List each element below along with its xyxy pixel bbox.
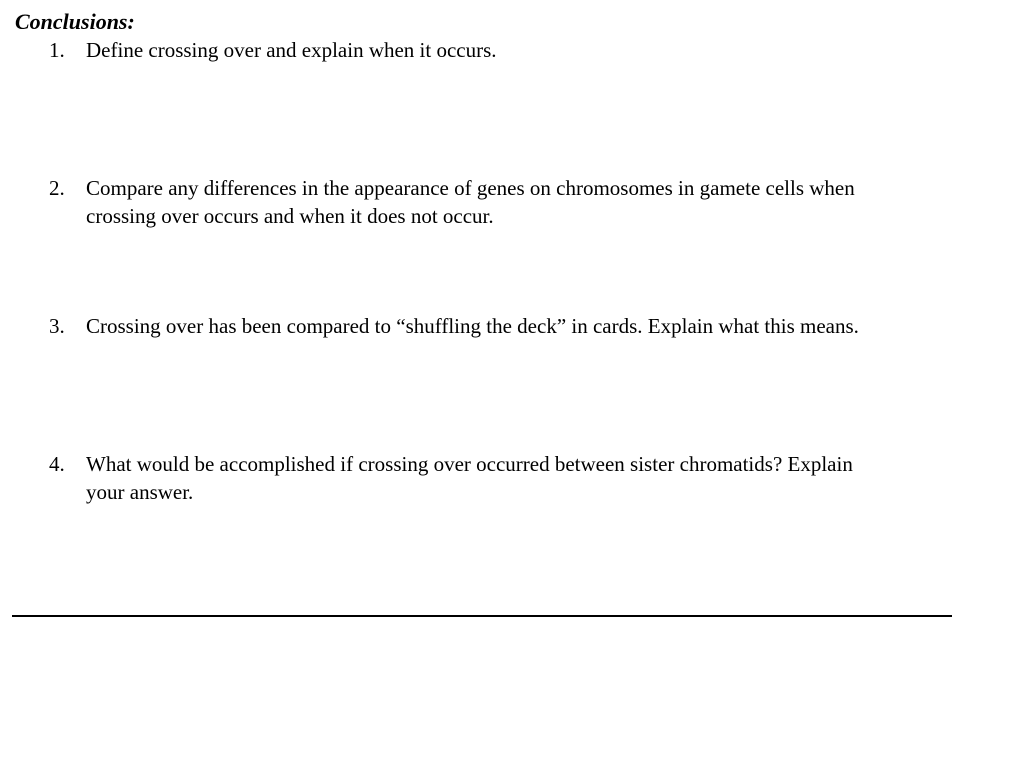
horizontal-divider: [12, 615, 952, 617]
question-number: 4.: [49, 452, 65, 476]
question-item-4: [49, 450, 949, 506]
question-number: 1.: [49, 38, 65, 62]
question-text: Define crossing over and explain when it occurs.: [86, 38, 497, 62]
question-number: 3.: [49, 314, 65, 338]
question-text: Compare any differences in the appearance of genes on chromosomes in gamete cells when crossing over occurs and when it does not occur.: [86, 176, 855, 228]
question-number: 2.: [49, 176, 65, 200]
question-item-3: [49, 312, 949, 340]
question-item-1: [49, 36, 949, 64]
question-item-2: [49, 174, 949, 230]
section-heading: Conclusions:: [15, 9, 135, 34]
question-text: Crossing over has been compared to “shuffling the deck” in cards. Explain what this means.: [86, 314, 859, 338]
question-text: What would be accomplished if crossing over occurred between sister chromatids? Explain your answer.: [86, 452, 853, 504]
